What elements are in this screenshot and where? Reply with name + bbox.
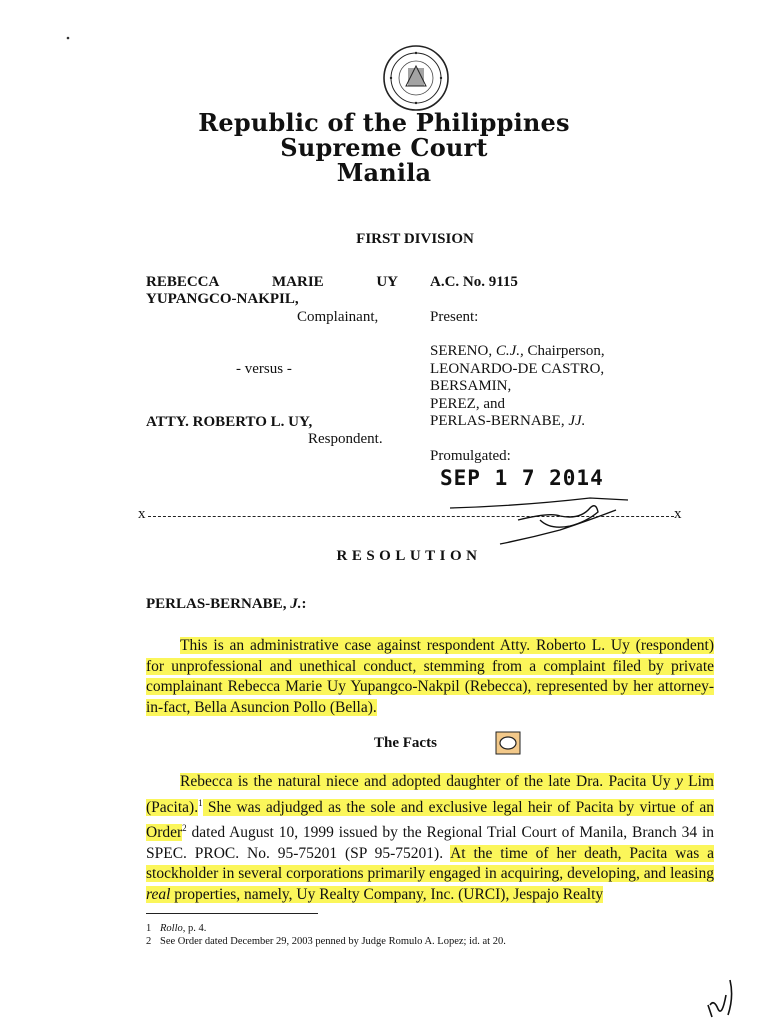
supreme-court-seal (382, 44, 450, 112)
body-text: dated August 10, 1999 issued by the Regional Trial Court of Manila, Branch 34 in SPEC. PROC. No. 95-75201 (SP 95-75201). (146, 824, 714, 862)
complainant-role: Complainant, (297, 309, 379, 325)
footnote-ref[interactable]: 1 (198, 797, 203, 808)
resolution-title: RESOLUTION (336, 548, 482, 564)
division-title: FIRST DIVISION (356, 231, 474, 247)
complainant-name-word: MARIE (272, 274, 324, 290)
justice-line: BERSAMIN, (430, 378, 512, 394)
promulgated-date-stamp: SEP 1 7 2014 (440, 466, 604, 490)
justice-line: SERENO, C.J., Chairperson, (430, 343, 605, 359)
versus-label: - versus - (236, 361, 292, 377)
separator-right-mark: x (674, 506, 682, 522)
header-republic: Republic of the Philippines (198, 108, 570, 137)
highlighted-text: At the time of her death, Pacita was a stockholder in several corporations primarily engaged in acquiring, developing, and leasing real properties, namely, Uy Realty Company, Inc. (URCI), Jespajo Realty (146, 844, 714, 903)
respondent-role: Respondent. (308, 431, 383, 447)
ponente: PERLAS-BERNABE, J.: (146, 596, 307, 612)
highlighted-text: She was adjudged as the sole and exclusive legal heir of Pacita by virtue of an Order (146, 798, 714, 842)
header-court: Supreme Court (280, 133, 488, 162)
footnote-1: 1 Rollo, p. 4. (146, 923, 207, 934)
case-number: A.C. No. 9115 (430, 274, 518, 290)
complainant-name-line2: YUPANGCO-NAKPIL, (146, 291, 299, 307)
justice-line: LEONARDO-DE CASTRO, (430, 360, 605, 377)
footnote-ref[interactable]: 2 (182, 823, 187, 834)
highlighted-text: This is an administrative case against respondent Atty. Roberto L. Uy (respondent) for unprofessional and unethical conduct, stemming from a complaint filed by private complainant Rebecca Marie Uy Yupangco-Nakpil (Rebecca), represented by her attorney-in-fact, Bella Asuncion Pollo (Bella). (146, 637, 714, 716)
justice-line: PEREZ, and (430, 395, 505, 412)
separator-left-mark: x (138, 506, 146, 522)
signature-icon (440, 490, 640, 550)
footnote-2: 2 See Order dated December 29, 2003 penned by Judge Romulo A. Lopez; id. at 20. (146, 936, 506, 947)
promulgated-label: Promulgated: (430, 448, 511, 464)
paragraph-facts (146, 772, 714, 905)
complainant-name-word: REBECCA (146, 274, 220, 290)
highlighted-text: Rebecca is the natural niece and adopted daughter of the late Dra. Pacita Uy y Lim (Pacita). (146, 773, 714, 816)
complainant-name-line1 (146, 274, 398, 291)
footnote-divider (146, 913, 318, 914)
stray-mark-icon (60, 30, 80, 50)
note-annotation-icon[interactable] (495, 731, 521, 755)
justice-line: PERLAS-BERNABE, JJ. (430, 413, 586, 429)
facts-heading: The Facts (374, 735, 437, 751)
respondent-name: ATTY. ROBERTO L. UY, (146, 414, 313, 430)
paragraph-intro (146, 636, 714, 718)
justices-list (430, 343, 605, 431)
header-city: Manila (336, 158, 432, 187)
complainant-name-word: UY (376, 274, 398, 290)
initials-mark-icon (700, 975, 750, 1020)
present-label: Present: (430, 309, 479, 325)
